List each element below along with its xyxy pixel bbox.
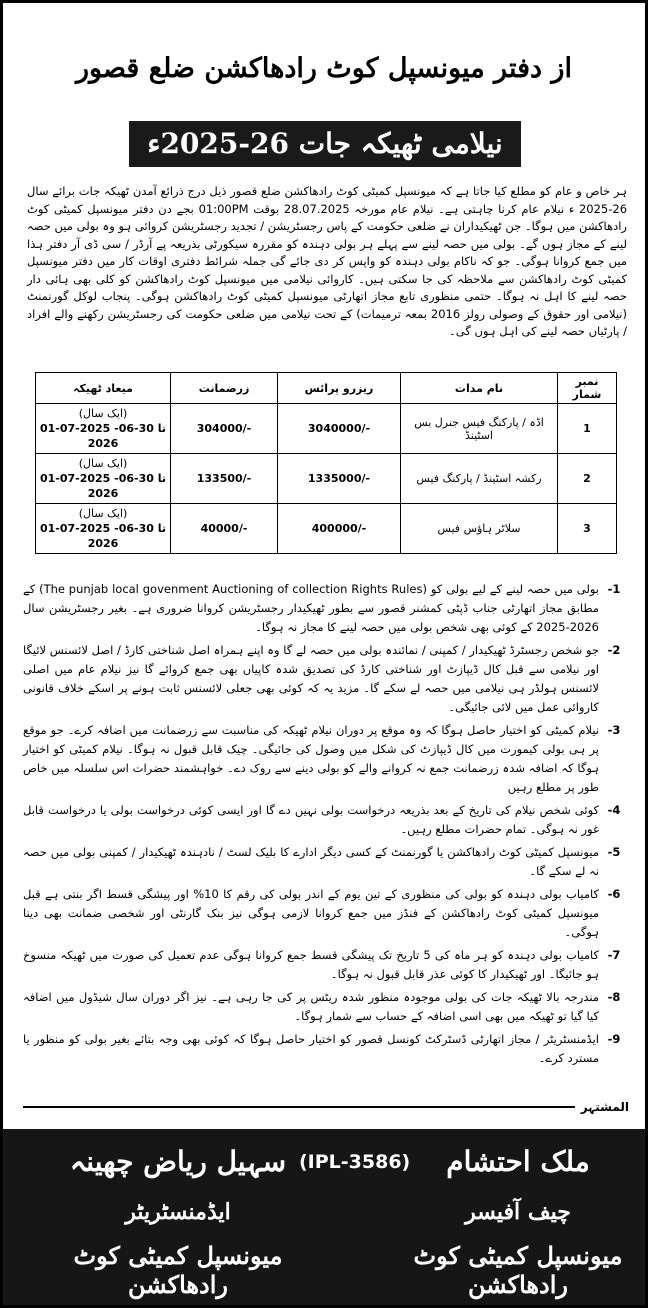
administrator-name: سہیل ریاض چھینہ <box>69 1145 287 1178</box>
term-item <box>23 580 629 637</box>
header-security: زرضمانت <box>171 373 278 404</box>
table-header-row <box>36 373 617 404</box>
chief-officer-name: ملک احتشام <box>446 1145 590 1178</box>
intro-paragraph: ہر خاص و عام کو مطلع کیا جاتا ہے کہ میونسپل کمیٹی کوٹ رادھاکشن ضلع قصور ذیل درج ذرائع آمدن ٹھیکہ جات برائے سال 26-2025 ء نیلام عام کرنا چاہتی ہے۔ نیلام عام مورخہ 28.07.2025 بوقت 01:00PM بجے دن دفتر میونسپل کمیٹی کوٹ رادھاکشن میں ہوگا۔ جن ٹھیکیداران نے ضلعی حکومت کے پاس رجسٹریشن / تجدید رجسٹریشن کروائی ہو وہ بولی میں حصہ لینے کے مجاز ہوں گے۔ بولی میں حصہ لینے سے پہلے ہر بولی دہندہ کو مقررہ سیکورٹی بذریعہ پے آرڈر / سی ڈی آر دفتر ہذا میں جمع کروانا ہوگی۔ جو کہ ناکام بولی دہندہ کو واپس کر دی جائے گی جملہ شرائط دفتری اوقات کار میں دفتر میونسپل کمیٹی کوٹ رادھاکشن سے ملاحظہ کی جا سکتی ہیں۔ کاروائی نیلامی میں میونسپل کوٹ رادھاکشن کو کلی بھی ہائی دار حصہ لینے کا اہل نہ ہوگا۔ حتمی منظوری تابع مجاز اتھارٹی میونسپل کمیٹی کوٹ رادھاکشن ہوگی۔ پنجاب لوکل گورنمنٹ (نیلامی اور حقوق کے وصولی رولز 2016 بمعہ ترمیمات) کے تحت نیلامی میں ضلعی حکومت کی رجسٹریشن رکھنے والے افراد / پارٹیاں حصہ لینے کی اہل ہوں گی۔ <box>27 184 628 338</box>
signature-rule <box>23 1106 575 1108</box>
cell-reserve-price: 400000/- <box>278 504 401 554</box>
intro-text <box>27 183 627 341</box>
footer-signatures <box>3 1129 645 1305</box>
cell-duration <box>36 404 171 454</box>
cell-item-name: اڈہ / پارکنگ فیس جنرل بس اسٹینڈ <box>401 404 558 454</box>
term-text: مندرجہ بالا ٹھیکہ جات کی بولی موجودہ منظور شدہ ریٹس پر کی جا رہی ہے۔ نیز اگر دوران سال شیڈول میں اضافہ کیا گیا تو ٹھیکہ میں بھی اسی اضافہ کے حساب سے شمار ہوگا۔ <box>23 990 599 1023</box>
table-row <box>36 404 617 454</box>
duration-label: (ایک سال) <box>78 457 128 470</box>
table-row <box>36 504 617 554</box>
administrator-org: میونسپل کمیٹی کوٹ رادھاکشن <box>73 1241 283 1299</box>
term-text: میونسپل کمیٹی کوٹ رادھاکشن یا گورنمنٹ کے کسی دیگر ادارے کا بلیک لسٹ / نادہندہ ٹھیکیدار / کمپنی بولی میں حصہ نہ لے سکے گا۔ <box>23 845 599 878</box>
duration-period: 01-07-2025 تا 30-06-2026 <box>39 472 167 500</box>
term-item <box>23 946 629 984</box>
header-duration: میعاد ٹھیکہ <box>36 373 171 404</box>
auction-banner: نیلامی ٹھیکہ جات 26-2025ء <box>129 121 521 167</box>
term-number: -7 <box>607 948 621 962</box>
term-text: کوئی شخص نیلام کی تاریخ کے بعد بذریعہ درخواست بولی نہیں دے گا اور ایسی کوئی درخواست بولی یا درخواست قابل غور نہ ہوگی۔ تمام حضرات مطلع رہیں۔ <box>23 803 599 836</box>
header-item-name: نام مدات <box>401 373 558 404</box>
term-number: -6 <box>607 887 621 901</box>
cell-item-name: سلاٹر ہاؤس فیس <box>401 504 558 554</box>
auction-items-table <box>35 372 617 554</box>
header-reserve-price: ریزرو پرائس <box>278 373 401 404</box>
ipl-code: (IPL-3586) <box>299 1151 411 1173</box>
header-serial: نمبر شمار <box>558 373 617 404</box>
advertiser-label: المشتہر <box>580 1100 629 1114</box>
term-text: کامیاب بولی دہندہ کو ہر ماہ کی 5 تاریخ تک پیشگی قسط جمع کروانا ہوگی عدم تعمیل کی صورت میں ٹھیکہ منسوخ ہو جائیگا۔ اور ٹھیکیدار کا کوئی عذر قابل قبول نہ ہوگا۔ <box>23 948 600 981</box>
term-item <box>23 1030 629 1068</box>
term-text: ایڈمنسٹریٹر / مجاز اتھارٹی ڈسٹرکٹ کونسل قصور کو اختیار حاصل ہوگا کہ کوئی بھی وجہ بتائے بغیر بولی کو منظور یا مسترد کرے۔ <box>23 1032 599 1065</box>
cell-serial: 2 <box>558 454 617 504</box>
cell-reserve-price: 3040000/- <box>278 404 401 454</box>
term-item <box>23 721 629 797</box>
chief-officer-org: میونسپل کمیٹی کوٹ رادھاکشن <box>413 1241 623 1299</box>
table-row <box>36 454 617 504</box>
term-text: نیلام کمیٹی کو اختیار حاصل ہوگا کہ وہ موقع پر دوران نیلام ٹھیکہ کی مناسبت سے زرضمانت میں اضافہ کرے۔ جو موقع پر ہی بولی کیمورت میں کال ڈیپازٹ کی شکل میں وصول کی جائیگی۔ چیک قابل قبول نہ ہوگا۔ نیلام کمیٹی کو اختیار ہوگا کہ اضافہ شدہ زرضمانت جمع نہ کروانے والے کو بولی دینے سے روک دے۔ خواہشمند حضرات اس سلسلہ میں خاص طور پر مطلع رہیں <box>23 723 599 794</box>
term-item <box>23 843 629 881</box>
term-number: -2 <box>607 643 621 657</box>
cell-duration <box>36 504 171 554</box>
term-item <box>23 641 629 717</box>
duration-period: 01-07-2025 تا 30-06-2026 <box>39 522 167 550</box>
terms-list <box>23 580 629 1072</box>
cell-security: 133500/- <box>171 454 278 504</box>
term-text: بولی میں حصہ لینے کے لیے بولی کو (The punjab local govenment Auctioning of collection Rights Rules) کے مطابق مجاز اتھارٹی جناب ڈپٹی کمشنر قصور سے بطور ٹھیکیدار رجسٹریشن کروانا ضروری ہے۔ بغیر رجسٹریشن سال 2026-2025 کے کوئی بھی شخص بولی میں حصہ لینے کا مجاز نہ ہوگا۔ <box>23 582 600 634</box>
duration-period: 01-07-2025 تا 30-06-2026 <box>39 422 167 450</box>
cell-serial: 3 <box>558 504 617 554</box>
term-item <box>23 988 629 1026</box>
advertiser-line <box>23 1099 629 1115</box>
term-number: -8 <box>607 990 621 1004</box>
term-item <box>23 801 629 839</box>
cell-serial: 1 <box>558 404 617 454</box>
cell-reserve-price: 1335000/- <box>278 454 401 504</box>
term-text: کامیاب بولی دہندہ کو بولی کی منظوری کے تین یوم کے اندر بولی کی رقم کا 10% اور پیشگی قسط اگر بنتی ہے قبل میونسپل کمیٹی کوٹ رادھاکشن کے فنڈز میں جمع کروانا لازمی ہوگی نیز بنک گارنٹی اور شخصی ضمانت بھی دینا ہوگی۔ <box>23 887 599 939</box>
cell-item-name: رکشہ اسٹینڈ / پارکنگ فیس <box>401 454 558 504</box>
cell-duration <box>36 454 171 504</box>
term-text: جو شخص رجسٹرڈ ٹھیکیدار / کمپنی / نمائندہ بولی میں حصہ لے گا وہ اپنے ہمراہ اصل شناختی کارڈ / اصل لائسنس لائیگا اور نیلامی سے قبل کال ڈیپازٹ اور شناختی کارڈ کی تصدیق شدہ کاپیاں بھی جمع کروائے گا نیز نیلام عام میں اصلی لائسنس ہولڈر ہی نیلامی میں حصہ لے سکے گا۔ مزید یہ کہ کوئی بھی جعلی لائسنس ثابت ہونے پر اسکے خلاف قانونی کاروائی عمل میں لائی جائیگی۔ <box>23 643 599 714</box>
cell-security: 304000/- <box>171 404 278 454</box>
office-title: از دفتر میونسپل کوٹ رادھاکشن ضلع قصور <box>76 53 572 84</box>
term-number: -4 <box>607 803 621 817</box>
term-item <box>23 885 629 942</box>
duration-label: (ایک سال) <box>78 507 128 520</box>
chief-officer-title: چیف آفیسر <box>465 1199 571 1225</box>
duration-label: (ایک سال) <box>78 407 128 420</box>
administrator-title: ایڈمنسٹریٹر <box>125 1199 231 1225</box>
cell-security: 40000/- <box>171 504 278 554</box>
term-number: -1 <box>607 582 621 596</box>
term-number: -3 <box>607 723 621 737</box>
term-number: -9 <box>607 1032 621 1046</box>
term-number: -5 <box>607 845 621 859</box>
